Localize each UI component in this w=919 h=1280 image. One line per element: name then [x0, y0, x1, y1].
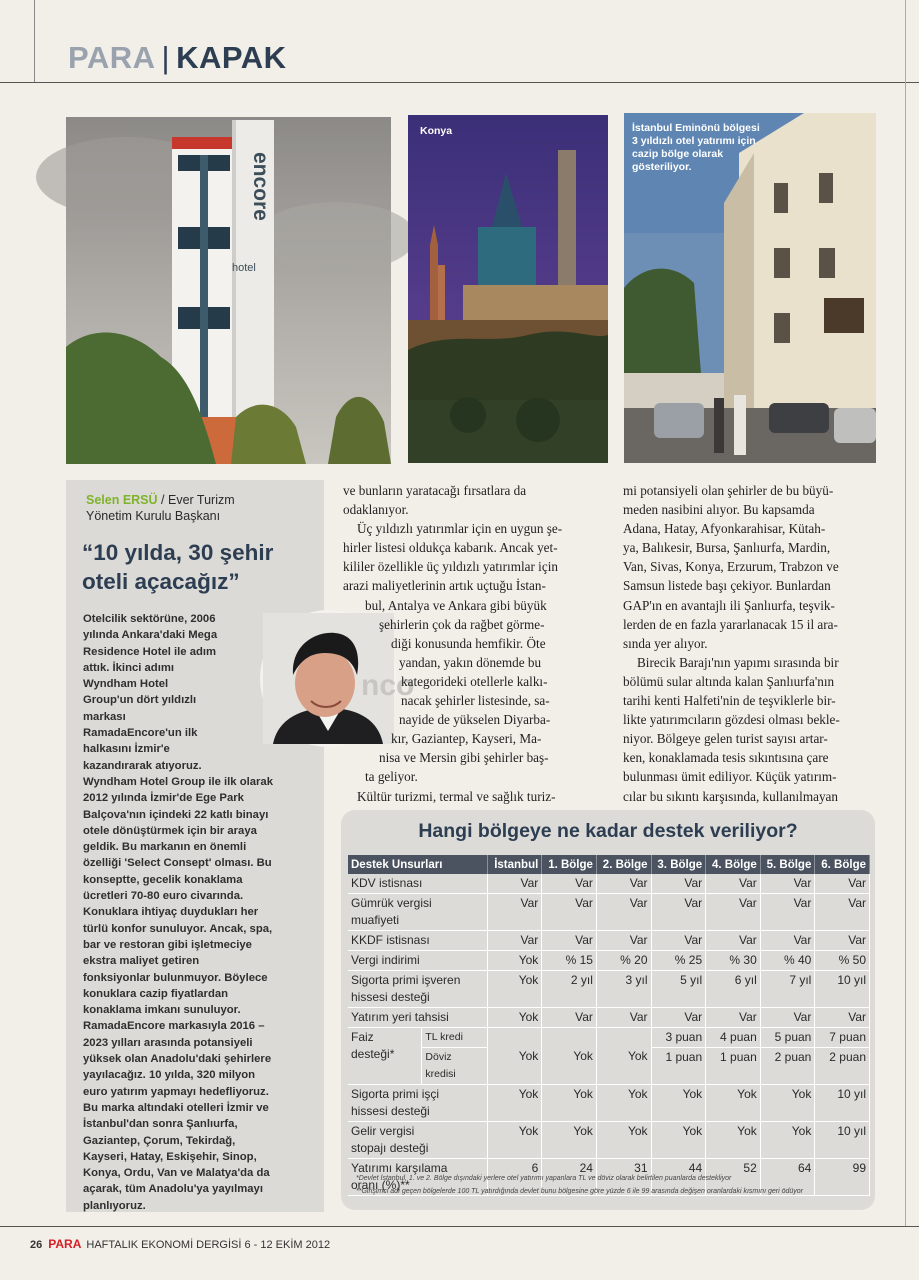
article-line: Adana, Hatay, Afyonkarahisar, Kütah-: [623, 521, 826, 537]
article-line: arazi maliyetlerinin artık uçtuğu İstan-: [343, 578, 546, 594]
column-header: Destek Unsurları: [348, 855, 488, 874]
table-header-row: [348, 855, 870, 874]
sidebar-line: yayılacağız. 10 yılda, 320 milyon: [83, 1069, 256, 1082]
page-footer: [30, 1237, 330, 1251]
sidebar-line: ücretleri 70-80 euro civarında.: [83, 890, 244, 903]
table-cell: 4 puan: [706, 1028, 761, 1048]
sidebar-line: 2023 yılları arasında potansiyeli: [83, 1036, 253, 1049]
row-label-line: Yatırımı karşılama: [351, 1161, 448, 1175]
article-line: hirler listesi oldukça kabarık. Ancak yet-: [343, 540, 558, 556]
table-row: [348, 1122, 870, 1159]
row-label: [348, 894, 488, 931]
sidebar-line: markası: [83, 710, 126, 723]
table-cell: Var: [596, 931, 651, 951]
table-cell: Var: [815, 931, 870, 951]
hotel-photo: [66, 117, 391, 464]
footnote: *Devlet İstanbul, 1. ve 2. Bölge dışındaki yerlere otel yatırımı yapanlara TL ve döviz olarak belirtilen puanlarda destekliyor: [356, 1175, 732, 1182]
table-cell: Var: [760, 874, 815, 894]
table-cell: 2 puan: [815, 1048, 870, 1085]
table-cell: Yok: [760, 1122, 815, 1159]
table-cell: % 30: [706, 951, 761, 971]
table-cell: Var: [706, 931, 761, 951]
author-role: / Ever Turizm: [157, 493, 235, 507]
sidebar-line: Balçova'nın içindeki 22 katlı binayı: [83, 808, 269, 821]
table-cell: Yok: [542, 1122, 597, 1159]
row-label-line: KKDF istisnası: [351, 933, 430, 947]
table-cell: 7 yıl: [760, 971, 815, 1008]
table-cell: 3 puan: [651, 1028, 706, 1048]
sidebar-line: fonksiyonlar bulunmuyor. Böylece: [83, 971, 268, 984]
article-line: GAP'ın en avantajlı ili Şanlıurfa, teşvik-: [623, 597, 835, 613]
row-label: [348, 1028, 422, 1085]
table-cell: 2 puan: [760, 1048, 815, 1085]
table-cell: 44: [651, 1159, 706, 1196]
table-cell: Var: [815, 894, 870, 931]
table-cell: Var: [596, 1008, 651, 1028]
sidebar-line: Otelcilik sektörüne, 2006: [83, 613, 216, 625]
table-cell: 1 puan: [706, 1048, 761, 1085]
sidebar-line: açarak, tüm Anadolu'ya yayılmayı: [83, 1183, 263, 1196]
row-label-line: Yatırım yeri tahsisi: [351, 1010, 449, 1024]
hotel-sign-text: encore: [249, 152, 272, 221]
article-line: mi potansiyeli olan şehirler de bu büyü-: [623, 483, 834, 498]
hotel-word-text: hotel: [232, 262, 256, 274]
sidebar-line: bar ve restoran gibi işletmeciye: [83, 938, 252, 951]
column-header: İstanbul: [488, 855, 542, 874]
sidebar-line: Wyndham Hotel Group ile ilk olarak: [83, 775, 273, 788]
row-label: [348, 874, 488, 894]
table-cell: Yok: [596, 1085, 651, 1122]
page-number: 26: [30, 1239, 43, 1251]
column-header: 5. Bölge: [760, 855, 815, 874]
table-cell: Yok: [706, 1085, 761, 1122]
sidebar-line: Kayseri, Hatay, Eskişehir, Sinop,: [83, 1150, 257, 1163]
quote-heading: [82, 538, 312, 596]
article-line: ta geliyor.: [365, 769, 418, 785]
table-cell: 10 yıl: [815, 1122, 870, 1159]
table-row: [348, 951, 870, 971]
table-cell: 24: [542, 1159, 597, 1196]
table-row: [348, 894, 870, 931]
column-header: 4. Bölge: [706, 855, 761, 874]
article-line: Birecik Barajı'nın yapımı sırasında bir: [637, 654, 839, 670]
caption-line: İstanbul Eminönü bölgesi: [632, 122, 760, 134]
table-cell: Var: [596, 874, 651, 894]
row-label: [348, 931, 488, 951]
table-cell: % 50: [815, 951, 870, 971]
table-cell: Yok: [488, 1085, 542, 1122]
table-cell: Var: [488, 894, 542, 931]
header-separator: |: [161, 40, 171, 75]
table-cell: Yok: [488, 1028, 542, 1085]
row-label: [348, 1085, 488, 1122]
article-line: diği konusunda hemfikir. Öte: [391, 635, 546, 651]
table-cell: Yok: [488, 1122, 542, 1159]
sidebar-line: ekstra maliyet getiren: [83, 955, 200, 968]
sidebar-line: konaklama imkanı sunuluyor.: [83, 1004, 241, 1017]
table-cell: Var: [488, 931, 542, 951]
footnote: **Girişimci adı geçen bölgelerde 100 TL yatırdığında devlet bunu bölgesine göre yüzde 6 ile 99 arasında değişen oranlardaki kısmını geri ödüyor: [356, 1188, 803, 1195]
sidebar-line: Konuklara ihtiyaç duydukları her: [83, 906, 259, 919]
article-column-1: [343, 481, 597, 806]
article-line: likte yatırımcıların gözdesi olması bekle-: [623, 712, 840, 728]
sidebar-line: kazandırarak atıyoruz.: [83, 759, 202, 772]
row-label-line: oranı (%)**: [351, 1178, 410, 1192]
table-cell: % 25: [651, 951, 706, 971]
row-label-line: muafiyeti: [351, 913, 400, 927]
column-header: 2. Bölge: [596, 855, 651, 874]
table-cell: Yok: [542, 1085, 597, 1122]
table-cell: Yok: [651, 1085, 706, 1122]
article-column-2: [623, 481, 876, 806]
sidebar-line: Konya, Ordu, Van ve Malatya'da da: [83, 1167, 270, 1180]
row-label: [348, 951, 488, 971]
row-sublabel: Döviz kredisi: [422, 1048, 488, 1085]
sidebar-line: attık. İkinci adımı: [83, 661, 175, 674]
sidebar-line: euro yatırım yapmayı hedefliyoruz.: [83, 1085, 269, 1098]
row-label-line: stopajı desteği: [351, 1141, 429, 1155]
sidebar-line: Group'un dört yıldızlı: [83, 694, 197, 707]
table-cell: Yok: [596, 1122, 651, 1159]
photo-caption: [632, 122, 760, 174]
sidebar-line: Residence Hotel ile adım: [83, 645, 217, 658]
sidebar-line: halkasını İzmir'e: [83, 743, 170, 756]
table-cell: 10 yıl: [815, 1085, 870, 1122]
article-line: kategorideki otellerle kalkı-: [401, 673, 548, 689]
article-line: bulunması ümit ediliyor. Küçük yatırım-: [623, 769, 837, 785]
sidebar-line: planlıyoruz.: [83, 1199, 146, 1212]
sidebar-line: 2012 yılında İzmir'de Ege Park: [83, 792, 244, 805]
sidebar-line: İstanbul'dan sonra Şanlıurfa,: [83, 1118, 238, 1131]
page-title: KAPAK: [176, 40, 287, 75]
table-cell: Var: [596, 894, 651, 931]
row-label: [348, 1122, 488, 1159]
support-table: [348, 855, 870, 1196]
article-line: ken, konaklamada tesis sıkıntısına çare: [623, 750, 829, 766]
table-cell: Yok: [651, 1122, 706, 1159]
table-title: Hangi bölgeye ne kadar destek veriliyor?: [418, 820, 798, 842]
article-line: odaklanıyor.: [343, 502, 409, 518]
table-cell: 5 yıl: [651, 971, 706, 1008]
article-line: nacak şehirler listesinde, sa-: [401, 693, 550, 709]
article-line: meden nasibini alıyor. Bu kapsamda: [623, 502, 815, 518]
table-cell: % 20: [596, 951, 651, 971]
divider: [0, 82, 919, 83]
sidebar-line: Wyndham Hotel: [83, 678, 169, 691]
row-label-line: Vergi indirimi: [351, 953, 420, 967]
author-byline: [86, 492, 316, 524]
sidebar-line: Gaziantep, Çorum, Tekirdağ,: [83, 1134, 236, 1147]
sidebar-line: konuklara cazip fiyatlardan: [83, 987, 229, 1000]
caption-line: cazip bölge olarak: [632, 148, 724, 160]
table-footnotes: [356, 1172, 868, 1198]
article-line: şehirlerin çok da rağbet görme-: [379, 616, 545, 632]
sidebar-line: RamadaEncore'un ilk: [83, 727, 198, 740]
quote-line: “10 yılda, 30 şehir: [82, 540, 274, 565]
article-line: cılar bu sıkıntı karşısında, kullanılmayan: [623, 788, 838, 804]
article-line: kır, Gaziantep, Kayseri, Ma-: [391, 731, 542, 747]
quote-line: oteli açacağız”: [82, 569, 240, 594]
table-cell: Var: [706, 894, 761, 931]
article-line: lerden de en fazla yararlanacak 15 il ara-: [623, 616, 838, 632]
table-cell: Yok: [760, 1085, 815, 1122]
article-line: tarihi kenti Halfeti'nin de teşviklerle bir-: [623, 693, 836, 709]
sidebar-line: yüksek olan Anadolu'daki şehirlere: [83, 1053, 272, 1066]
table-cell: Var: [651, 894, 706, 931]
table-row: [348, 1028, 870, 1048]
column-header: 1. Bölge: [542, 855, 597, 874]
table-cell: Var: [760, 931, 815, 951]
row-label-line: Gümrük vergisi: [351, 896, 432, 910]
photo-caption: Konya: [420, 125, 453, 137]
sidebar-line: özelliği 'Select Consept' olması. Bu: [83, 857, 272, 870]
article-line: nisa ve Mersin gibi şehirler baş-: [379, 750, 549, 766]
table-cell: 31: [596, 1159, 651, 1196]
row-label-line: desteği*: [351, 1047, 395, 1061]
table-cell: 7 puan: [815, 1028, 870, 1048]
istanbul-photo: [624, 113, 876, 463]
table-cell: % 40: [760, 951, 815, 971]
sidebar-line: geldik. Bu markanın en önemli: [83, 841, 247, 854]
table-cell: 99: [815, 1159, 870, 1196]
article-line: bölümü sular altında kalan Şanlıurfa'nın: [623, 673, 835, 689]
table-cell: 3 yıl: [596, 971, 651, 1008]
table-cell: Yok: [488, 971, 542, 1008]
article-line: ve bunların yaratacağı fırsatlara da: [343, 483, 527, 498]
table-cell: Yok: [542, 1028, 597, 1085]
table-cell: 10 yıl: [815, 971, 870, 1008]
divider: [905, 0, 906, 1226]
caption-line: 3 yıldızlı otel yatırımı için: [632, 135, 756, 147]
row-label: [348, 1008, 488, 1028]
section-header: [68, 40, 287, 76]
article-line: kililer özellikle üç yıldızlı yatırımlar için: [343, 559, 558, 575]
article-line: Üç yıldızlı yatırımlar için en uygun şe-: [357, 521, 563, 537]
section-name: PARA: [68, 40, 156, 75]
table-cell: Var: [706, 1008, 761, 1028]
konya-photo: [408, 115, 608, 463]
row-label-line: KDV istisnası: [351, 876, 423, 890]
magazine-issue: HAFTALIK EKONOMİ DERGİSİ 6 - 12 EKİM 2012: [86, 1239, 331, 1251]
caption-line: gösteriliyor.: [632, 161, 692, 173]
sidebar-line: otele dönüştürmek için bir araya: [83, 824, 257, 837]
table-cell: Yok: [488, 951, 542, 971]
table-cell: 52: [706, 1159, 761, 1196]
row-label-line: Gelir vergisi: [351, 1124, 415, 1138]
author-role: Yönetim Kurulu Başkanı: [86, 509, 221, 523]
table-cell: 6: [488, 1159, 542, 1196]
article-line: ya, Balıkesir, Bursa, Şanlıurfa, Mardin,: [623, 540, 831, 556]
sidebar-line: konseptte, gecelik konaklama: [83, 873, 243, 886]
sidebar-line: türlü konfor sunuluyor. Ancak, spa,: [83, 922, 273, 935]
table-cell: Var: [706, 874, 761, 894]
row-label-line: Sigorta primi işveren: [351, 973, 461, 987]
row-label-line: Sigorta primi işçi: [351, 1087, 440, 1101]
table-cell: Var: [815, 1008, 870, 1028]
portrait-bg-text: nco: [361, 669, 415, 702]
sidebar-line: RamadaEncore markasıyla 2016 –: [83, 1020, 265, 1033]
sidebar-line: yılında Ankara'daki Mega: [83, 629, 218, 642]
author-name: Selen ERSÜ: [86, 493, 158, 507]
table-cell: 6 yıl: [706, 971, 761, 1008]
divider: [34, 0, 35, 82]
table-cell: Var: [542, 874, 597, 894]
table-cell: Yok: [706, 1122, 761, 1159]
table-cell: Yok: [596, 1028, 651, 1085]
article-line: yandan, yakın dönemde bu: [399, 654, 542, 670]
table-cell: Yok: [488, 1008, 542, 1028]
table-cell: Var: [760, 894, 815, 931]
table-cell: Var: [651, 1008, 706, 1028]
row-label-line: hissesi desteği: [351, 990, 430, 1004]
article-line: sında yer alıyor.: [623, 635, 708, 651]
column-header: 3. Bölge: [651, 855, 706, 874]
divider: [0, 1226, 919, 1227]
table-row: [348, 1008, 870, 1028]
table-cell: Var: [542, 894, 597, 931]
table-cell: Var: [760, 1008, 815, 1028]
sidebar-line: Bu marka altındaki otelleri İzmir ve: [83, 1101, 269, 1114]
table-cell: Var: [815, 874, 870, 894]
row-label: [348, 971, 488, 1008]
article-line: Van, Sivas, Konya, Erzurum, Trabzon ve: [623, 559, 839, 575]
table-cell: Var: [542, 931, 597, 951]
table-row: [348, 931, 870, 951]
row-label-line: Faiz: [351, 1030, 374, 1044]
table-cell: 64: [760, 1159, 815, 1196]
article-line: nayide de yükselen Diyarba-: [399, 712, 551, 728]
row-label-line: hissesi desteği: [351, 1104, 430, 1118]
magazine-brand: PARA: [48, 1237, 82, 1251]
table-cell: Var: [542, 1008, 597, 1028]
article-line: Kültür turizmi, termal ve sağlık turiz-: [357, 788, 556, 804]
column-header: 6. Bölge: [815, 855, 870, 874]
article-line: Samsun listede başı çekiyor. Bunlardan: [623, 578, 831, 594]
table-cell: Var: [651, 874, 706, 894]
article-line: niyor. Bölgeye gelen turist sayısı artar-: [623, 731, 828, 747]
table-row: [348, 971, 870, 1008]
table-row: [348, 874, 870, 894]
table-row: [348, 1085, 870, 1122]
table-cell: 1 puan: [651, 1048, 706, 1085]
article-line: bul, Antalya ve Ankara gibi büyük: [365, 597, 547, 613]
table-cell: Var: [651, 931, 706, 951]
row-sublabel: TL kredi: [422, 1028, 488, 1048]
table-cell: 5 puan: [760, 1028, 815, 1048]
table-cell: 2 yıl: [542, 971, 597, 1008]
table-cell: Var: [488, 874, 542, 894]
table-cell: % 15: [542, 951, 597, 971]
